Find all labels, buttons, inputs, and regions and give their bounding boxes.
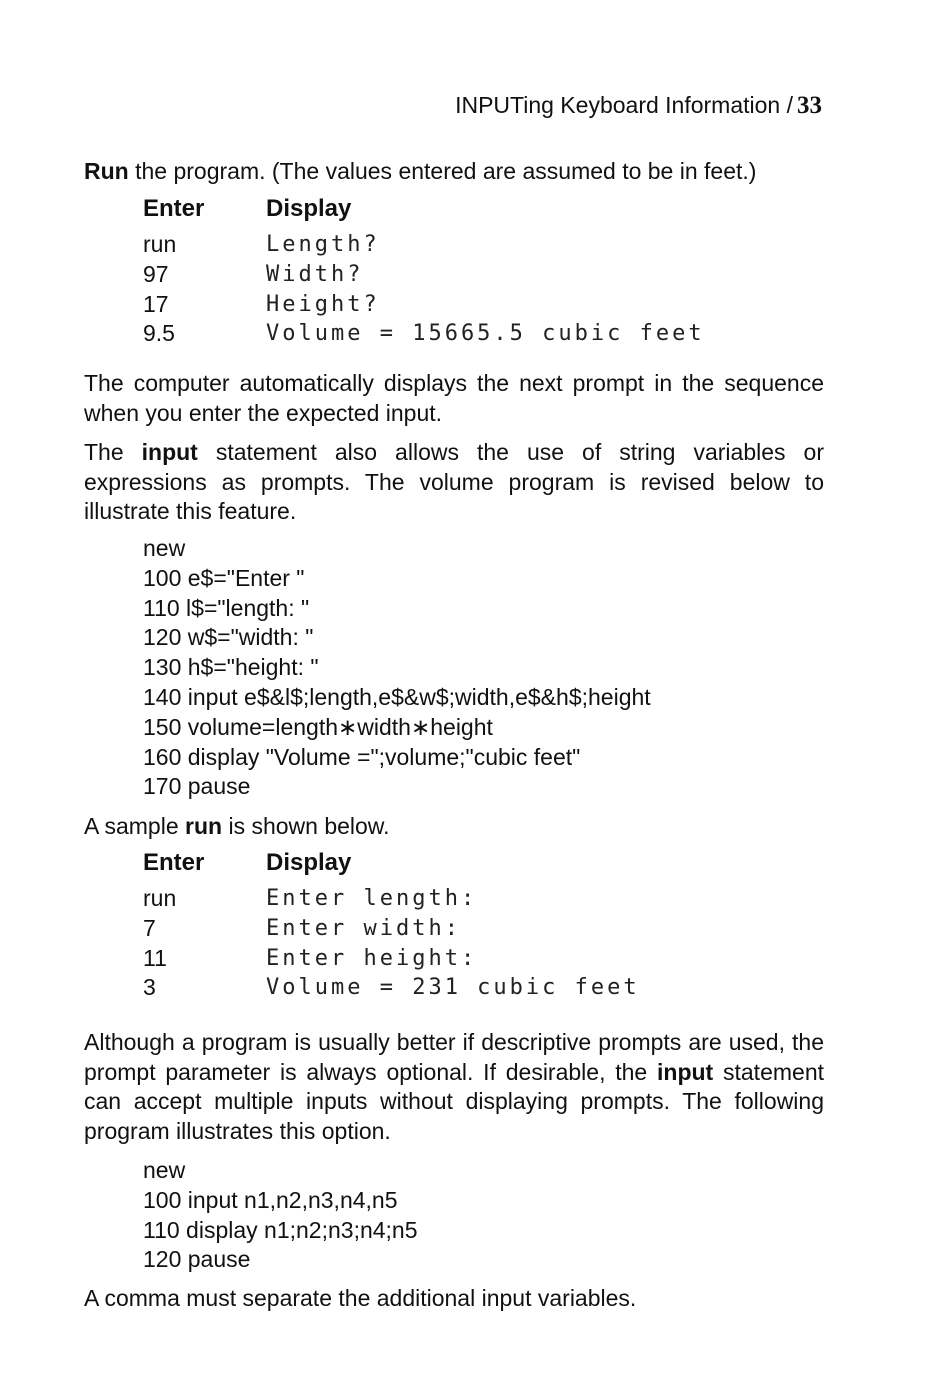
table-1-header-enter: Enter [143, 195, 205, 222]
table-2-enter-0: run [143, 885, 177, 911]
code-line: 170 pause [143, 773, 251, 800]
code-line: 140 input e$&l$;length,e$&w$;width,e$&h$;height [143, 683, 651, 710]
paragraph-optional-prompt [84, 1028, 824, 1146]
paragraph-input-strings [84, 438, 824, 527]
code-line: new [143, 1157, 186, 1183]
para3-bold-run: run [185, 813, 223, 839]
table-1-enter-3: 9.5 [143, 320, 175, 346]
intro-paragraph [84, 157, 824, 187]
code-line: 160 display "Volume =";volume;"cubic feet" [143, 743, 581, 770]
table-2-enter-3: 3 [143, 974, 156, 1000]
table-1-display-2: Height? [266, 292, 380, 317]
table-2-enter-2: 11 [143, 945, 167, 971]
para2-bold-input: input [141, 439, 198, 465]
table-2-display-3: Volume = 231 cubic feet [266, 975, 640, 1000]
table-1-enter-1: 97 [143, 261, 169, 287]
paragraph-sample-run [84, 812, 824, 842]
code-line: 120 w$="width: " [143, 624, 314, 651]
table-2-header-enter: Enter [143, 849, 205, 876]
paragraph-comma: A comma must separate the additional input variables. [84, 1285, 637, 1311]
code-line: 130 h$="height: " [143, 654, 319, 681]
para4-pre: Although a program is usually better if descriptive prompts are used, the prompt parameter is always optional. If desirable, the [84, 1029, 824, 1085]
running-header [455, 92, 822, 120]
table-1-display-1: Width? [266, 262, 364, 287]
table-2-display-1: Enter width: [266, 916, 461, 941]
table-2-display-0: Enter length: [266, 886, 478, 911]
table-1-header-display: Display [266, 195, 352, 222]
para2-post: statement also allows the use of string variables or expressions as prompts. The volume program is revised below to illustrate this feature. [84, 439, 824, 524]
code-line: new [143, 535, 186, 561]
intro-text: the program. (The values entered are assumed to be in feet.) [128, 158, 757, 184]
paragraph-next-prompt: The computer automatically displays the next prompt in the sequence when you enter the expected input. [84, 370, 824, 426]
program-listing-1 [143, 534, 651, 802]
table-2-enter-1: 7 [143, 915, 156, 941]
page-number: 33 [797, 92, 822, 119]
table-1-enter-2: 17 [143, 291, 169, 317]
para2-pre: The [84, 439, 142, 465]
header-title: INPUTing Keyboard Information / [455, 92, 793, 118]
para4-bold-input: input [657, 1058, 714, 1085]
code-line: 110 display n1;n2;n3;n4;n5 [143, 1216, 418, 1243]
program-listing-2 [143, 1156, 418, 1275]
table-1-display-3: Volume = 15665.5 cubic feet [266, 321, 705, 346]
table-2-header-display: Display [266, 849, 352, 876]
table-1-display-0: Length? [266, 232, 380, 257]
code-line: 110 l$="length: " [143, 594, 310, 621]
code-line: 120 pause [143, 1246, 251, 1273]
intro-bold-run: Run [84, 158, 129, 184]
code-line: 100 e$="Enter " [143, 564, 305, 591]
code-line: 150 volume=length∗width∗height [143, 713, 493, 740]
table-2-display-2: Enter height: [266, 946, 478, 971]
table-1-enter-0: run [143, 231, 177, 257]
para3-post: is shown below. [222, 813, 390, 839]
para4-post: statement can accept multiple inputs without displaying prompts. The following program illustrates this option. [84, 1058, 824, 1144]
code-line: 100 input n1,n2,n3,n4,n5 [143, 1186, 398, 1213]
para3-pre: A sample [84, 813, 185, 839]
